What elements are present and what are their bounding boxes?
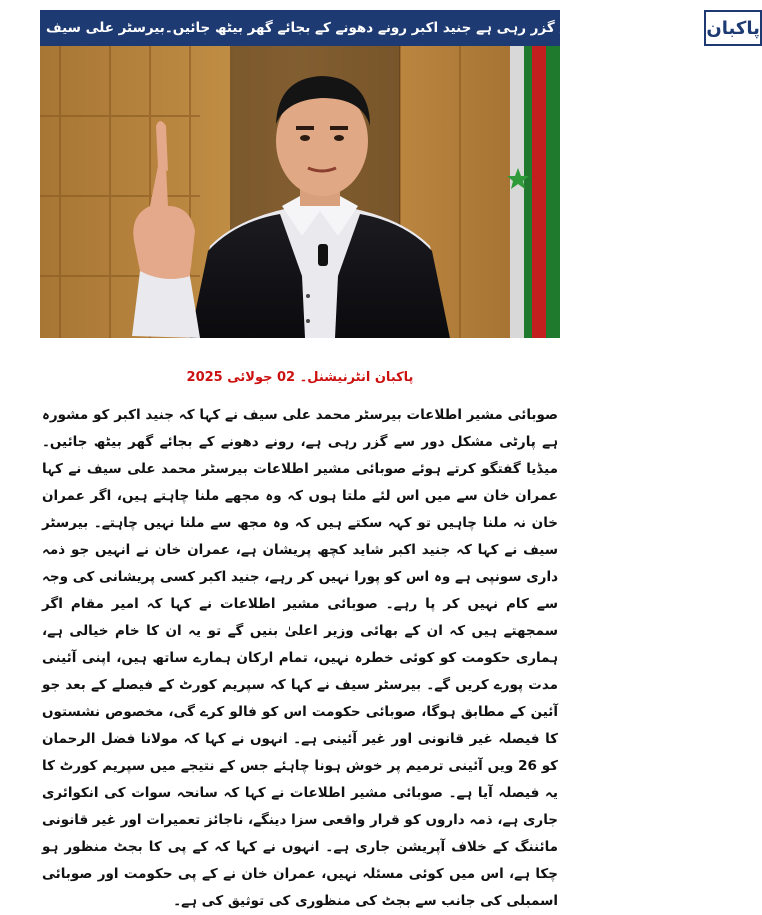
photo-illustration: [40, 46, 560, 338]
headline: پارٹی مشکل دور سے گزر رہی ہے جنید اکبر رونے دھونے کے بجائے گھر بیٹھ جائیں۔بیرسٹر علی سیف: [46, 20, 697, 36]
news-photo: [40, 46, 560, 338]
brand-logo[interactable]: پاکبان: [704, 10, 761, 46]
dateline: پاکبان انٹرنیشنل۔ 02 جولائی 2025: [186, 370, 414, 385]
article-body: صوبائی مشیر اطلاعات بیرسٹر محمد علی سیف نے کہا کہ جنید اکبر کو مشورہ ہے پارٹی مشکل دور سے گزر رہی ہے، رونے دھونے کے بجائے گھر بیٹھ جائیں۔ میڈیا گفتگو کرتے ہوئے صوبائی مشیر اطلاعات بیرسٹر محمد علی سیف نے کہا عمران خان سے میں اس لئے ملتا ہوں کہ وہ مجھے ملنا چاہتے ہیں، اگر عمران خان نہ ملنا چاہیں تو کہہ سکتے ہیں کہ وہ مجھ سے ملنا نہیں چاہتے۔ بیرسٹر سیف نے کہا کہ جنید اکبر شاید کچھ پریشان ہے، عمران خان نے انہیں جو ذمہ داری سونپی ہے وہ اس کو پورا نہیں کر رہے، جنید اکبر کسی پریشانی کی وجہ سے کام نہیں کر پا رہے۔ صوبائی مشیر اطلاعات نے کہا کہ امیر مقام اگر سمجھتے ہیں کہ ان کے بھائی وزیر اعلیٰ بنیں گے تو یہ ان کا خام خیالی ہے، ہماری حکومت کو کوئی خطرہ نہیں، تمام ارکان ہمارے ساتھ ہیں، اپنی آئینی مدت پورے کریں گے۔ بیرسٹر سیف نے کہا کہ سپریم کورٹ کے فیصلے کے بعد جو آئین کے مطابق ہوگا، صوبائی حکومت اس کو فالو کرے گی، مخصوص نشستوں کا فیصلہ غیر قانونی اور غیر آئینی ہے۔ انہوں نے کہا کہ مولانا فضل الرحمان کو 26 ویں آئینی ترمیم پر خوش ہونا چاہئے جس کے نتیجے میں سپریم کورٹ کا یہ فیصلہ آیا ہے۔ صوبائی مشیر اطلاعات نے کہا کہ سانحہ سوات کی انکوائری جاری ہے، ذمہ داروں کو قرار واقعی سزا دینگے، ناجائز تعمیرات اور غیر قانونی مائننگ کے خلاف آپریشن جاری ہے۔ انہوں نے کہا کہ کے پی کا بجٹ منظور ہو چکا ہے، اس میں کوئی مسئلہ نہیں، عمران خان نے کے پی حکومت اور صوبائی اسمبلی کی جانب سے بجٹ کی منظوری کی توثیق کی ہے۔: [42, 407, 559, 909]
header-bar: [40, 10, 760, 46]
